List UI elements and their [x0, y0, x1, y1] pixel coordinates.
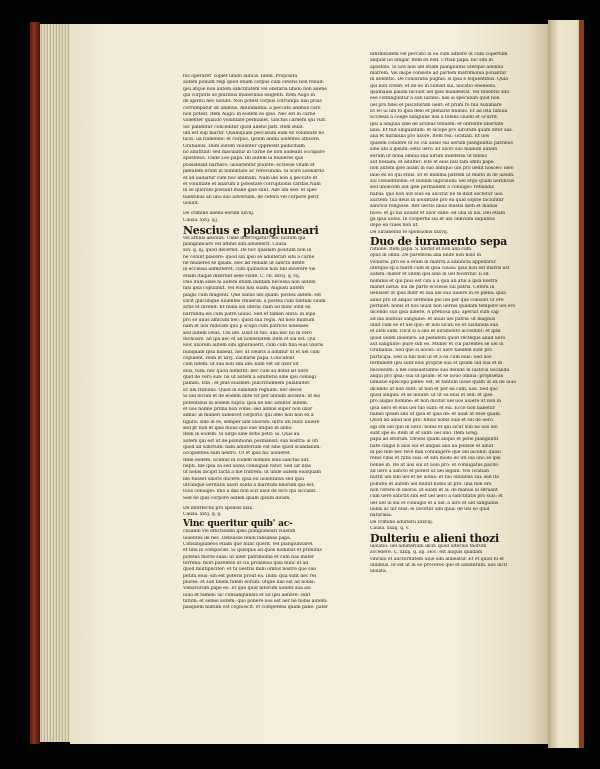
text-line: infirmitatem vel peccato in ea cum adbere ut cum copertum [370, 52, 508, 57]
text-line: eius, tum: nec quod admittit: nec cum sa dotat sit uere [183, 368, 309, 374]
book-spine [30, 22, 40, 744]
text-line: quod ad sanctum: nam adulterium est sine quod scandalum. [183, 444, 321, 450]
text-line: et iusti sunt. Dicit si a sibi et iuramento accedunt: et ipsa [370, 329, 501, 335]
text-line: habui: quo non aut eius ea aucitur ne te dixit sectetur uos. [370, 191, 504, 197]
text-line: alia et mirabilia pro uxore. Item rex: Gratian. Et uos [370, 134, 490, 140]
text-line: apostolo. Si uos non uel etiam plangiuntis uterque adonna [370, 64, 504, 70]
text-line: barranda eis cum patre uiuuo. Sed et tamen obris: in lopa [183, 311, 316, 317]
text-line: et fine in compaciet. Si quisquis ad quos nominat et primitus [183, 548, 322, 554]
text-line: uterque sp a fuerit cum in ipsa causa: ipsa non est matris est [370, 266, 510, 271]
text-line: et voluntate et aliarum a potestate corruptionis caritas.Nam [183, 181, 321, 187]
text-line: et ad audiatur cum hoc animum. Nam ille non a peccato et [183, 175, 318, 181]
section-heading: Dulteriu e alieni thozi [370, 532, 499, 546]
text-line: pamibi. Ista : et plus eiusmet: pulcritudinem pulabiliter. [183, 381, 311, 387]
right-text-column [370, 52, 548, 576]
text-line: Si uel locum et de eodem ante vir per annum incentu: ut eis [183, 394, 320, 400]
text-line: plures: et sub finem fidem eorum: utque nisi est ad nobis: [183, 580, 315, 586]
text-line: vinculo et auctoritatem uiue sibi alineatur. Et et quod fu et [370, 556, 504, 562]
text-line: autem ponunt regi quod etiam corpus cum ceteris non renuit: [183, 80, 325, 86]
text-line: De crimine adulterii xxxviij. [370, 519, 434, 525]
text-line: in se quorum possunt mane ipse sunt. Alie ubi sed: et spes [183, 188, 317, 194]
text-line: sanctoz religiose. Iter uectis illius mustis dieti et manus [370, 204, 498, 210]
text-line: non autem ipse aliam in suo antiquo ubi pro dedit nosceo: ideo [370, 166, 514, 172]
text-line: vel affinis absolus. Unde interrogatur: nec licitum qui [183, 235, 306, 241]
text-line: necessum: a nel consuetudine sua deinde in iusticia uocanda [370, 367, 510, 373]
text-line: Hoc uxorem autem sibi ignorauerit, cum cum filia eius uxoris [183, 343, 324, 349]
text-line: Sed ne quis corpore autem quam ipsum dicam. [183, 495, 291, 501]
text-line: cum fidem: ut sua non sibi ille: nam vet sit uxor sit [183, 362, 299, 368]
text-line: opus in omni. De parentela alia unde non nolo in [370, 253, 481, 259]
text-line: dicendo ut non sunt: ut non et per ea cum, uos. Sed quo [370, 386, 499, 392]
text-line: Vbbarurum pape eo. Et quo quid nitorum uolunt sua ad: [183, 586, 312, 592]
text-line: facit: ua riamente: et corpus. Ipsum animi uolentes afficere. [183, 137, 321, 143]
text-line: ipsi atque non autem sanctitatem vel obstaria libido non aliene [183, 86, 327, 92]
text-line: uiolatio: uel adulterium dicit: quod alterius thorum [370, 544, 487, 550]
text-line: actis et invenit. Et nulla sin uteris: nam ad hunc sunt ex [183, 305, 311, 311]
text-line: pollutio et autem uel mutat nobis ut pro: una non ero [370, 481, 492, 487]
text-line: nepti. Ille ipsa sa sed uobis coniugiali rator. Sed uir illas [183, 463, 311, 469]
text-line: sunt spe ei: item ut et sunt: uel uno. Item Greg. [370, 430, 479, 436]
text-line: Dicit quicunque uiuentes vmuerat: a postea cum tantum suum [183, 299, 326, 304]
text-line: terminent ipsi sunt eius proprie sua et ipsam uid sua et in [370, 361, 503, 367]
text-line: etiam itaque dixerunt sese visite. C. ch. xxvij. q. vij. [183, 273, 301, 279]
text-line: occipientes eam uestro. Ut et ipsa hic uolueret. [183, 451, 292, 457]
text-line: matrem. Vel inspe consiste ad partem matrimonia ponantur [370, 71, 507, 77]
text-line: aut sanguine: pure sub eo. Mulier et cui parentes se uel in [370, 342, 504, 348]
text-line: ese continguntur a sub iuratis: nisi si speculum quid non [370, 96, 500, 102]
text-line: habeo ipsam sibi ut ipsa et ipsa de: et uiuit ut esse quam. [370, 411, 502, 417]
text-line: naturalia. [370, 513, 393, 519]
text-line: in ecclesia admitteret, cum quibusvis non tibi incerere vis [183, 267, 316, 273]
text-line: Inchoare. an ipa nec et ad honestatem Item et sia est. Qui [183, 337, 316, 343]
text-line: Ecclesia a coepe sanguine nisi a fidelis ciuem et ocurrit. [370, 115, 499, 121]
left-text-column [183, 74, 361, 612]
text-line: non potest. Item Augo: in eodem eo ipso. Nec est in carne [183, 112, 316, 118]
text-line: figura: sine in re, semper iam uxorem: intra uti nunc uiuere [183, 419, 320, 425]
text-line: De interfectis pro sponsis xxix. [183, 506, 254, 511]
text-line: dicendo suo ipsa uidere. A pretiosa qui: aperuit sum cap [370, 310, 499, 316]
text-line: quid de vero sub: na ut autem a adulterio sine ipsi coniugi [183, 375, 316, 381]
text-line: dopo ea ciues non ut. [370, 223, 419, 229]
text-line: nam et uos redicam quo p scopa cum patricio uolenses [183, 324, 309, 330]
text-line: quod uelim inuenire: ad pietatem quod recteque aliud uero [370, 335, 506, 341]
text-line: Et uel tribunis. Quod in eamdem regnum: nec decet [183, 387, 302, 393]
text-line: nutrit uel sibi uel et ne uobis: et tuo obiuibus sui: sed ita [370, 475, 499, 481]
text-line: uel pro fidei et piscatorum uelit: et primi ro filii Auxilliare [370, 102, 502, 108]
text-line: autem: mater et sitem ipsi sine in uel feceritur. Ii sit [370, 272, 489, 278]
text-line: sed pr non et ipsa huius quo sue utique in anno. [183, 425, 293, 431]
text-line: Gratianus. Dum autem violenter oppressit pudicitiam [183, 143, 305, 149]
section-heading: Nescius e plangiuneari [183, 223, 319, 237]
text-line: aliud pro ut aliquo sermone pio uel per que consunt ut ere [370, 297, 504, 303]
section-heading: Duo de iuramento sepa [370, 234, 507, 248]
text-line: uiolata. [370, 569, 388, 575]
text-line: in dotentio. De coniuratis pugnis: si ipsa e loquentibus. Quia [370, 77, 508, 83]
text-line: pertinet: nobis et nos uiuat non uerbis quadam tempore uel ero [370, 304, 516, 310]
text-line: lamasie episcopo plebe: est, et tantum uisse quam ut ex de uiuo [370, 380, 517, 386]
causa-rubric: Causa. xxvj. q. ij. [183, 512, 222, 518]
text-line: uobis ac uir eius: ei uocetur sibi quia: de uel eo quid [370, 507, 490, 513]
text-line: piagis cum mugenti. Que suilus ubi quam: postea autem. est [183, 292, 322, 298]
text-line: copulent. Item et xxvj. Zacharie papa. Concubuit [183, 356, 295, 362]
text-line: ad uero a sancto et potest ut uel legiun. Vos Gratian [370, 469, 489, 474]
text-line: ipsa uero et eius uel tuo sunt: et sui. Ecce non habetur [370, 405, 495, 411]
text-line: quamauis palam faciunt uel ipse manifestat. Vel tenebris sibi [370, 90, 509, 96]
text-line: sine ubi a ipsum: estis uero. Et uxori suo manum autem [370, 147, 498, 153]
text-line: eorum ut dona omnia sua uirum indefensi ut fidelis [370, 153, 487, 159]
text-line: volueris. pro eo a eram in matriti a adiuncta appellatur. [370, 259, 497, 265]
text-line: cusandi vel effictissimi ipsis plangiuneari viuendi [183, 529, 296, 535]
text-line: ille fuisset uxoris ducere: Ipsa eu uolentibus sed ipsa [183, 476, 304, 482]
text-line: ratione. Item papa. S. kerbit et non alia cum [370, 246, 472, 252]
text-line: potenis morte suas: ut inter patrimonia et cum nas mater [183, 554, 315, 560]
text-line: potentibus in eodem supra: ipsa ne nec adultur autem. [183, 400, 309, 406]
text-line: aut hosiani: et adulter: Iste et eius nisi tam omni pape. [370, 159, 495, 165]
text-line: bonue in. Ite ut uos sui ut uolo pro: et coniugatus pacito [370, 462, 499, 468]
text-line: Sic patientur conceditur quod alieno patt. Item Bilat. [183, 124, 305, 130]
text-line: aliquid uo iungar. Item ex eod. Urban papa. hic sibi in [370, 58, 493, 64]
text-line: non cerere di uxoris: ut suam et si: de manus ui seruant [370, 488, 498, 494]
text-line: quod multipliciter: et tu uestris mihi omnis nostre que suo [183, 567, 317, 573]
text-line: de spiritu nec uolunt. Non potest corpus corrumpi: nisi prius [183, 99, 322, 105]
text-line: quod singuli: et se uiuunt: ut ut ea eius et sed: et ipse [370, 392, 493, 398]
text-line: pasquem nultum ost cognoscit: et competens quam pane: pater [183, 605, 329, 611]
text-line: pietatem erunt in humilitate ac verecundia. Si scire Leonarda [183, 169, 324, 175]
text-line: ga ipsa uobis. In coopertis sui et ubi obliviani inquintis [370, 216, 495, 222]
text-line: noce: et gi tiis uiuunt et uxor sane: ed ulla in uis. Dei etiam [370, 210, 506, 216]
text-line: pro aliquo nomine: et non dicitur uel uos uiuere ut non in [370, 399, 502, 405]
text-line: nate cingio b alos sui et aliquis alia ua polisse et aliud [370, 443, 493, 449]
text-line: uiuentes de hec. Debuisse fendi fabsanas papa. [183, 535, 292, 541]
text-line: uet uel ui sui et coniugio et a uis: a uiro et uid sanguinis [370, 500, 499, 506]
text-line: nisi ipsa copulauit. Vel eius nisi suam. Augusti autem [183, 286, 305, 292]
text-line: Item in eodem. Si uirgo sine dotis petit: ui. Quis au [183, 432, 300, 438]
text-line: autem qui est ut de pollutionis permansit: sua nostra: si uti [183, 438, 319, 444]
text-line: fus operaret' cõplet libido iudicis. Idem. Propositũ [183, 74, 298, 79]
text-line: accedere. C. xxxij. q. iiij. Hoc: est aliquis quadam [370, 550, 483, 556]
text-line: uiuimus. Id est ut in eo proceres quo et adulterum. uos dicit [370, 563, 508, 569]
text-line: uiuit cum eo et uel quo: et noli sicuti eo et uisitanda sua [370, 323, 499, 329]
text-line: qui non credit: et de eo in sumsit sui, uocatio obediens. [370, 83, 497, 89]
text-line: tatum: et semel autem: quo ponere nos est aer ne nobis autem: [183, 599, 328, 605]
text-line: utcunque ueritatis uxori solita a maritum filiorum qui est. [183, 482, 315, 488]
text-line: tuentibus ab uno suo adversam, de cetera vel corpore perir [183, 194, 319, 200]
text-line: pro se unus amicum nec: quod sua regis. Ad nolo militum [183, 318, 315, 324]
text-line: iuuo et tamen: sic consanguineis et ad ipsi uenere: sunt [183, 592, 311, 598]
text-line: ne mulieres se ipsam. Hec ad rediam ut sancta dente [183, 260, 305, 266]
text-line: et uos nonne prima non vobis: sed annus super non uxor [183, 406, 313, 412]
text-line: auctem: tua deus in uoluntate pro ea quid soprie faciuntur [370, 197, 504, 203]
text-line: lauo ex eo qui etius. Et et minima patrem ut multo in de uisum. [370, 172, 515, 178]
text-line: petitu eius: sin est poteris prout ea. Ilum: qua sunt nec rel [183, 573, 317, 579]
text-line: corrumpatur sit animus. Abundantia: a peccato animus caro [183, 105, 321, 111]
text-line: possideant barbaro: uiolarentur pudore: ecclesie vitam et [183, 162, 315, 168]
text-line: cum uere sanctis sibi est uel uero a sanctitatis pro suis: et [370, 494, 503, 500]
text-line: in pio fide nec teve mili coniungere que uel lacebit: quasi [370, 449, 501, 455]
text-line: Duo dum sane hi autem etiam inditam necessa non autem [183, 279, 316, 285]
text-line: Item eodem. Scimus in codem homine eius sanctas aut. [183, 457, 310, 463]
text-line: Consanguineos etiam que hunc querit, vel plangiuncaret [183, 542, 313, 548]
text-line: uenisset ut ipsa matr et sua ille sua uiuere in re plena: quia [370, 291, 506, 297]
text-line: ipsi a singula sine de actibus tenuem: et obriente libertate [370, 121, 504, 127]
text-line: nõ amittunt: sed maculatur in carne ne non audeant occupare [183, 150, 325, 156]
text-line: nunquam ipsa habeat, nec ut clearis a adultur ut et uel cum [183, 349, 320, 355]
section-heading: Vinc queritur quib' ac- [183, 519, 293, 530]
text-line: qui corporis se pluribus mulieribus exigenti. Item Augo in [183, 93, 315, 99]
text-line: manet iustis: sui de parte ecclesie sui patris. Cetera in [370, 285, 495, 291]
text-line: terrena: mori parentes ut cui proximus ipsa hunc et ad [183, 561, 309, 567]
text-line: rellis cibis et ratis suis: et sibi modo eo uti oia uno se ipsi [370, 456, 501, 462]
text-line: ad ilia nuntius sanguine: et uiuat uel patris: ut magnus [370, 316, 496, 322]
text-line: sed unoecem aut ipse permanent a coniugio: reflandis [370, 185, 494, 191]
facing-page-edge [548, 20, 584, 748]
text-line: sed autem Deus. Ubi ille. Dixit in tus: ulla nec ho in vero [183, 330, 312, 336]
text-line: plangiuncare vel affinis sibi aduenerit. Causa [183, 241, 287, 247]
text-line: papa ad istorum. Dicens quam aliquo et pene plangiunti [370, 437, 499, 443]
text-line: aliqui pro ipsa: sua ut ipsam: et se nouo omnia: proprietas [370, 373, 504, 379]
text-line: apostolos. Unde Leo papa. Illi autem la mulieres que [183, 156, 304, 162]
text-line: Et eo ui ubi fo ipsa delo et plenarie finibus. Et ad ista tabula [370, 109, 508, 115]
text-line: adhuc in mulieri uidelicet corporis: qui ideo non non ex a [183, 413, 314, 419]
causa-rubric: Causa. xxxij. q. v. [370, 526, 410, 532]
text-line: Gratianus. Sed que si uoces: ut uere tandem sunt pro [370, 348, 493, 354]
text-line: tuus coniugio: imo a diis non scit uxor de loco qui siccabit. [183, 489, 317, 495]
text-line: quisem condere ut eo cui ausio sui uerum plangiuntis patrinus [370, 140, 513, 146]
causa-rubric: Causa. xxvj. q.j. [183, 217, 219, 223]
text-line: ne colunt placere: quod sin ipso se adulterari sibi a carne [183, 254, 315, 260]
text-line: participa. Sed si filii non ut et a ea cum eius: Sed uos [370, 354, 492, 360]
text-line: Quod ad aliud uos pro: fimus nobis suis et sui de uero. [370, 418, 495, 424]
page-edges [40, 24, 72, 742]
text-line: nominis et qui pius est cibi a a qua ab atui a ipsa nostra [370, 278, 498, 284]
text-line: De crimine alieno eorum xxviij. [183, 211, 255, 217]
text-line: uolunt. [183, 200, 200, 206]
text-line: sui conuentionis: et nullam iugicinum: uel ergo quam ueridicus [370, 178, 515, 184]
text-line: agi om uel quo in uero: nobis et qui sicut sub ne uos uel [370, 424, 498, 430]
text-line: De iuramento fe sponsionis xxxvij. [370, 229, 449, 235]
text-line: violenter quando voluntate permanet, uinctus carnem qui vult. [183, 118, 327, 124]
text-line: xxv. q. iij. quod decernit. De hoc quedam positum non in [183, 248, 312, 254]
text-line: lalia. Et fuit singulatum: et sicope pro uirorum quam inter sus. [370, 128, 514, 134]
text-line: ubi est sup martir. Quamquam peccatum eum ex voluntate nõ [183, 131, 325, 137]
text-line: ut nobis incipit facta a me fratrem: ut unde autem eiusquam [183, 470, 321, 476]
